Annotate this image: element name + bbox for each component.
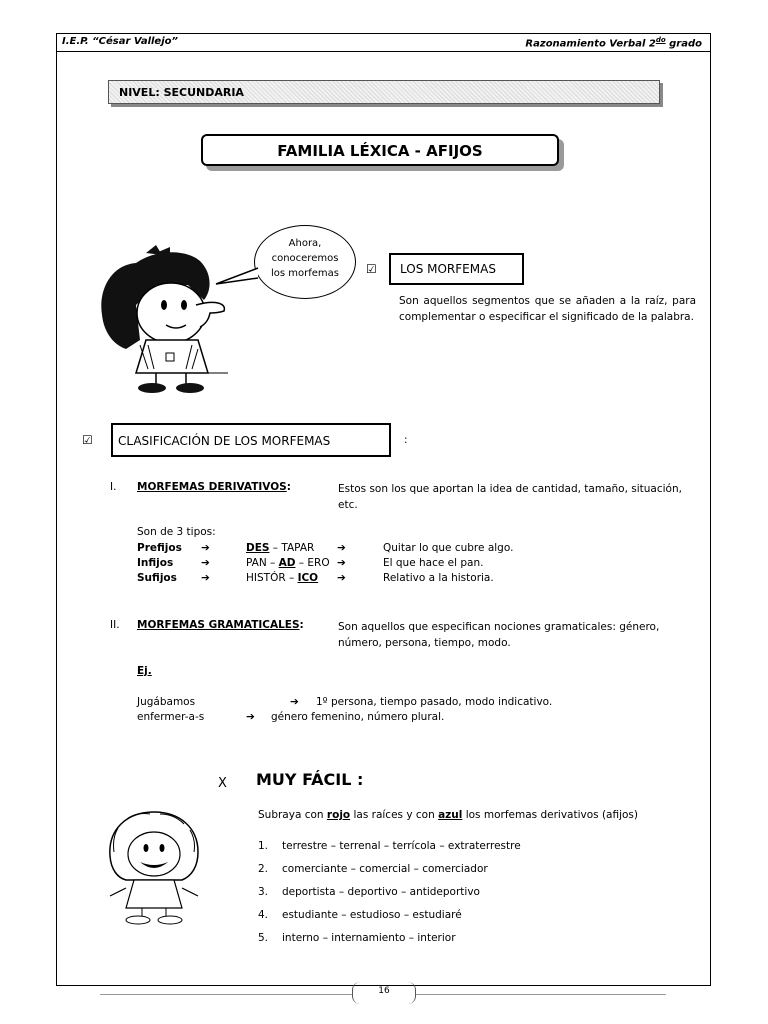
sufijos-label: Sufijos	[137, 572, 177, 584]
arrow-icon: ➔	[337, 572, 346, 584]
arrow-icon: ➔	[201, 557, 210, 569]
instr-part: Subraya con	[258, 809, 327, 821]
page-number: 16	[352, 982, 416, 1004]
morfemas-definition: Son aquellos segmentos que se añaden a la raíz, para complementar o especificar el significado de la palabra.	[399, 295, 696, 323]
example-meaning: 1º persona, tiempo pasado, modo indicativo.	[316, 696, 553, 708]
bubble-line: Ahora,	[288, 238, 322, 249]
example-morpheme: AD	[278, 557, 296, 569]
checkbox-icon: ☑	[82, 433, 93, 447]
numeral-i: I.	[110, 481, 117, 493]
example-post: – ERO	[295, 557, 330, 569]
exercise-item: interno – internamiento – interior	[282, 932, 456, 944]
grade-word: grado	[669, 38, 702, 50]
exercise-number: 2.	[258, 863, 269, 875]
exercise-number: 4.	[258, 909, 269, 921]
speech-bubble-tail	[214, 266, 262, 286]
arrow-icon: ➔	[201, 572, 210, 584]
arrow-icon: ➔	[201, 542, 210, 554]
infijos-label: Infijos	[137, 557, 174, 569]
sufijos-example	[246, 572, 318, 584]
subject-text: Razonamiento Verbal 2	[525, 38, 656, 50]
prefijos-meaning: Quitar lo que cubre algo.	[383, 542, 514, 554]
exercise-number: 1.	[258, 840, 269, 852]
types-intro: Son de 3 tipos:	[137, 526, 216, 538]
derivativos-colon: :	[286, 481, 291, 493]
example-morpheme: ICO	[297, 572, 319, 584]
example-pre: HISTÓR –	[246, 572, 298, 584]
example-morpheme: DES	[246, 542, 270, 554]
example-word: Jugábamos	[137, 696, 196, 708]
example-word: enfermer-a-s	[137, 711, 205, 723]
school-name: I.E.P. “César Vallejo”	[62, 36, 178, 47]
clasificacion-colon: :	[404, 434, 408, 446]
checkbox-icon: ☑	[366, 262, 377, 276]
gramaticales-description: Son aquellos que especifican nociones gramaticales: género, número, persona, tiempo, modo.	[338, 621, 660, 649]
azul-word: azul	[438, 809, 463, 821]
exercise-number: 3.	[258, 886, 269, 898]
arrow-icon: ➔	[290, 696, 299, 708]
bubble-line: conoceremos	[271, 253, 339, 264]
instr-part: las raíces y con	[350, 809, 439, 821]
nivel-banner: NIVEL: SECUNDARIA	[108, 80, 660, 104]
subject-grade	[525, 36, 702, 49]
example-meaning: género femenino, número plural.	[271, 711, 445, 723]
clasificacion-heading: CLASIFICACIÓN DE LOS MORFEMAS	[111, 423, 391, 457]
arrow-icon: ➔	[246, 711, 255, 723]
morfemas-heading: LOS MORFEMAS	[389, 253, 524, 285]
exercise-instruction	[258, 809, 638, 821]
derivativos-title-text: MORFEMAS DERIVATIVOS	[137, 481, 287, 493]
grade-superscript: do	[655, 36, 666, 44]
instr-part: los morfemas derivativos (afijos)	[462, 809, 638, 821]
infijos-meaning: El que hace el pan.	[383, 557, 484, 569]
numeral-ii: II.	[110, 619, 120, 631]
scissors-marker-icon: X	[218, 776, 227, 791]
prefijos-example	[246, 542, 314, 554]
gramaticales-title-text: MORFEMAS GRAMATICALES	[137, 619, 300, 631]
footer-rule-right	[416, 994, 666, 995]
exercise-item: estudiante – estudioso – estudiaré	[282, 909, 462, 921]
bubble-line: los morfemas	[270, 268, 339, 279]
exercise-number: 5.	[258, 932, 269, 944]
prefijos-label: Prefijos	[137, 542, 182, 554]
derivativos-description: Estos son los que aportan la idea de cantidad, tamaño, situación, etc.	[338, 483, 682, 511]
muy-facil-title: MUY FÁCIL :	[256, 770, 364, 789]
rojo-word: rojo	[326, 809, 351, 821]
gramaticales-title	[137, 619, 304, 631]
mafalda-smiling-illustration	[98, 808, 210, 926]
page-title: FAMILIA LÉXICA - AFIJOS	[201, 134, 559, 166]
speech-bubble	[254, 225, 356, 299]
exercise-item: comerciante – comercial – comerciador	[282, 863, 488, 875]
gramaticales-colon: :	[299, 619, 304, 631]
exercise-item: terrestre – terrenal – terrícola – extraterrestre	[282, 840, 521, 852]
arrow-icon: ➔	[337, 542, 346, 554]
example-pre: PAN –	[246, 557, 279, 569]
exercise-item: deportista – deportivo – antideportivo	[282, 886, 480, 898]
ej-label: Ej.	[137, 665, 152, 677]
header-rule	[56, 51, 711, 52]
footer-rule-left	[100, 994, 352, 995]
arrow-icon: ➔	[337, 557, 346, 569]
derivativos-title	[137, 481, 291, 493]
example-post: – TAPAR	[269, 542, 315, 554]
sufijos-meaning: Relativo a la historia.	[383, 572, 494, 584]
infijos-example	[246, 557, 330, 569]
